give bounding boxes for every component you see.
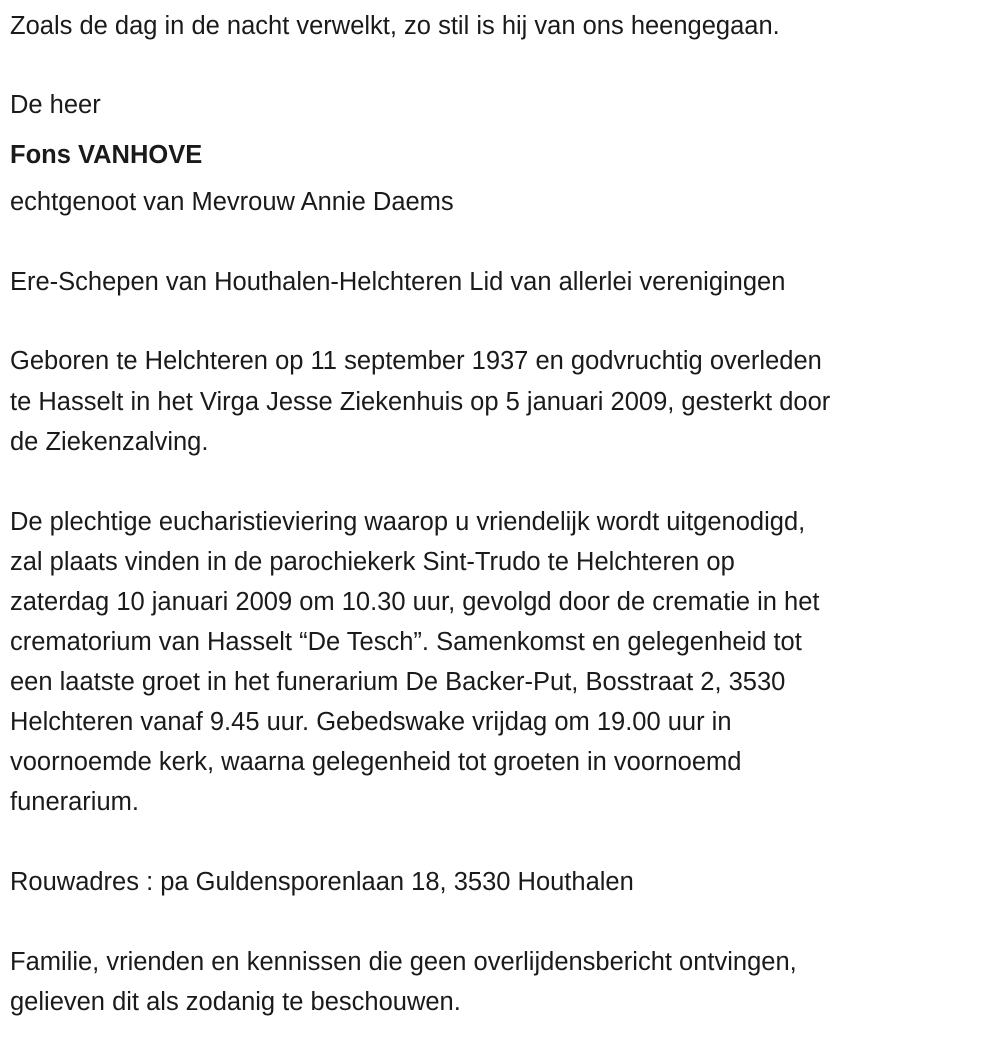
salutation: De heer <box>10 91 101 119</box>
text-line: crematorium van Hasselt “De Tesch”. Samenkomst en gelegenheid tot <box>10 628 802 656</box>
text-line: De plechtige eucharistieviering waarop u vriendelijk wordt uitgenodigd, <box>10 508 806 536</box>
text-line: gelieven dit als zodanig te beschouwen. <box>10 988 461 1016</box>
text-line: zal plaats vinden in de parochiekerk Sint-Trudo te Helchteren op <box>10 548 735 576</box>
text-line: Geboren te Helchteren op 11 september 1937 en godvruchtig overleden <box>10 347 822 375</box>
text-line: voornoemde kerk, waarna gelegenheid tot groeten in voornoemd <box>10 748 742 776</box>
text-line: de Ziekenzalving. <box>10 428 209 456</box>
text-line: funerarium. <box>10 788 139 816</box>
text-line: Helchteren vanaf 9.45 uur. Gebedswake vrijdag om 19.00 uur in <box>10 708 732 736</box>
text-line: een laatste groet in het funerarium De Backer-Put, Bosstraat 2, 3530 <box>10 668 786 696</box>
mourning-address: Rouwadres : pa Guldensporenlaan 18, 3530 Houthalen <box>10 868 634 896</box>
deceased-name: Fons VANHOVE <box>10 141 203 169</box>
titles-line: Ere-Schepen van Houthalen-Helchteren Lid van allerlei verenigingen <box>10 268 786 296</box>
intro-line: Zoals de dag in de nacht verwelkt, zo stil is hij van ons heengegaan. <box>10 12 780 40</box>
text-line: te Hasselt in het Virga Jesse Ziekenhuis op 5 januari 2009, gesterkt door <box>10 388 831 416</box>
spouse-line: echtgenoot van Mevrouw Annie Daems <box>10 188 454 216</box>
text-line: Familie, vrienden en kennissen die geen overlijdensbericht ontvingen, <box>10 948 797 976</box>
text-line: zaterdag 10 januari 2009 om 10.30 uur, gevolgd door de crematie in het <box>10 588 820 616</box>
